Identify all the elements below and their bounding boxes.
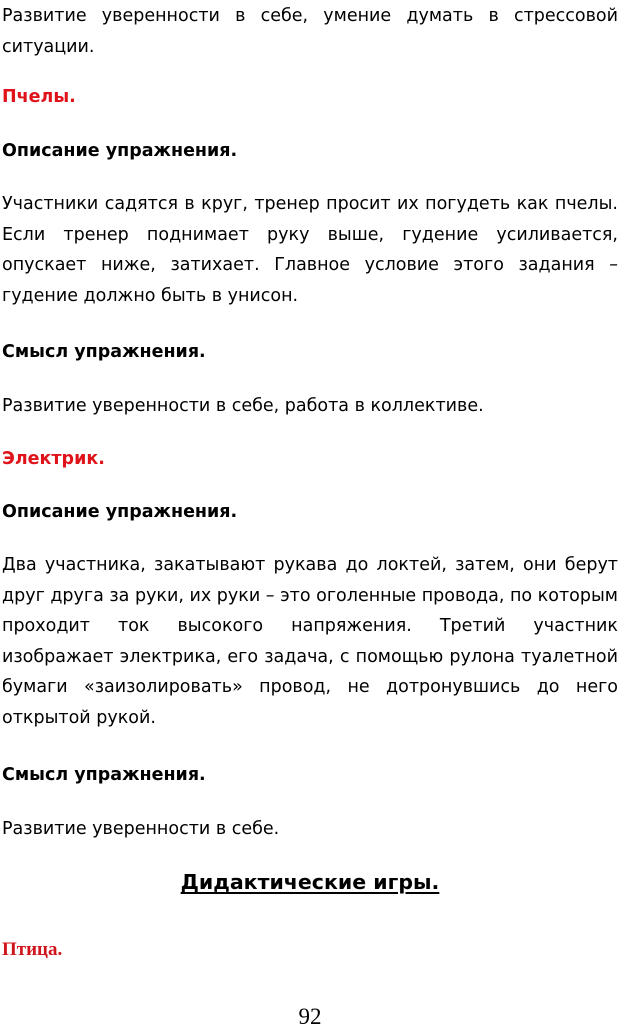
description-paragraph-electrician xyxy=(2,550,618,733)
exercise-title: Электрик. xyxy=(2,449,105,469)
meaning-heading: Смысл упражнения. xyxy=(2,342,206,362)
meaning-heading-electrician xyxy=(2,760,618,791)
description-text: Два участника, закатывают рукава до локтей, затем, они берут друг друга за руки, их руки – это оголенные провода, по которым проходит ток высокого напряжения. Третий участник изображает электрика, его задача, с помощью рулона туалетной бумаги «заизолировать» провод, не дотронувшись до него открытой рукой. xyxy=(2,555,618,728)
description-heading-bees xyxy=(2,136,618,167)
meaning-text: Развитие уверенности в себе. xyxy=(2,819,280,839)
description-heading: Описание упражнения. xyxy=(2,502,238,522)
next-exercise-title xyxy=(2,935,618,966)
exercise-title: Птица. xyxy=(2,939,63,960)
meaning-heading-bees xyxy=(2,337,618,368)
description-heading-electrician xyxy=(2,497,618,528)
meaning-text: Развитие уверенности в себе, работа в коллективе. xyxy=(2,396,484,416)
meaning-paragraph-electrician xyxy=(2,814,618,845)
description-text: Участники садятся в круг, тренер просит их погудеть как пчелы. Если тренер поднимает руку выше, гудение усиливается, опускает ниже, затихает. Главное условие этого задания – гудение должно быть в унисон. xyxy=(2,194,618,306)
exercise-title: Пчелы. xyxy=(2,87,76,107)
meaning-paragraph-bees xyxy=(2,391,618,422)
exercise-title-bees xyxy=(2,82,618,113)
intro-text: Развитие уверенности в себе, умение думать в стрессовой ситуации. xyxy=(2,6,618,57)
description-heading: Описание упражнения. xyxy=(2,141,238,161)
page-number: 92 xyxy=(298,1004,322,1029)
intro-paragraph xyxy=(2,1,618,62)
description-paragraph-bees xyxy=(2,189,618,311)
exercise-title-electrician xyxy=(2,444,618,475)
section-title: Дидактические игры. xyxy=(180,870,440,894)
meaning-heading: Смысл упражнения. xyxy=(2,765,206,785)
